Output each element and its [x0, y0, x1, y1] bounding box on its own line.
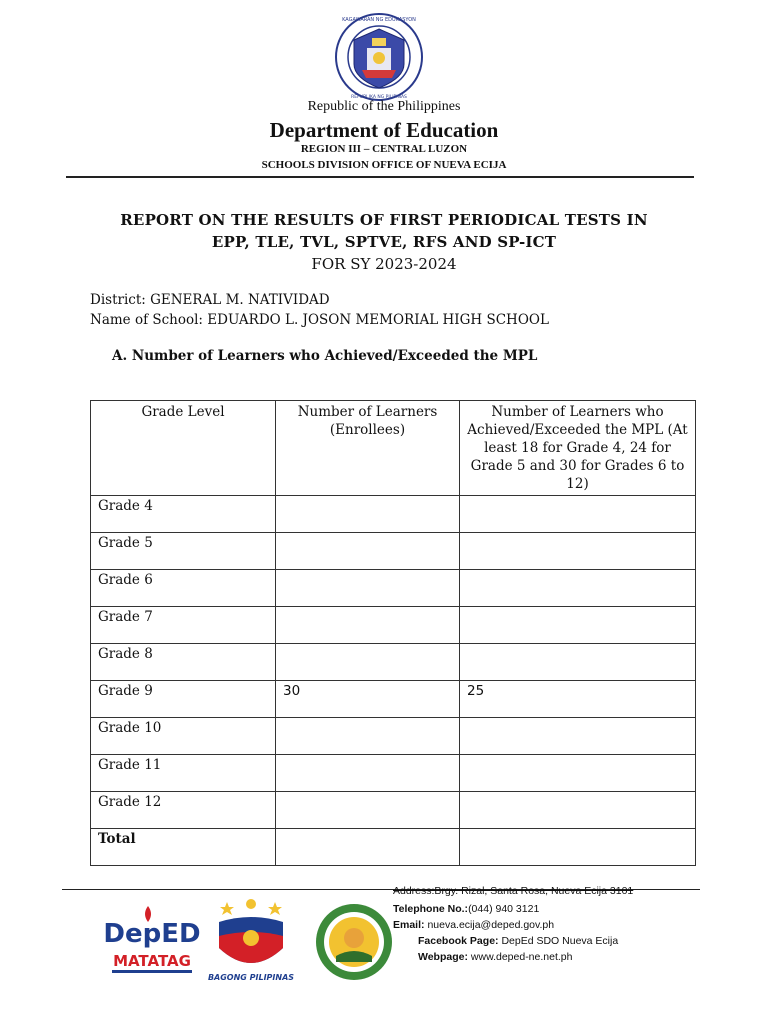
bagong-logo-text: BAGONG PILIPINAS [207, 973, 295, 982]
footer-telephone [393, 903, 539, 915]
grade-cell: Grade 5 [91, 533, 276, 570]
footer-facebook [418, 935, 618, 947]
table-row [91, 644, 696, 681]
report-school-year: FOR SY 2023-2024 [311, 255, 457, 273]
report-title-line1: REPORT ON THE RESULTS OF FIRST PERIODICAL TESTS IN [120, 211, 648, 229]
table-header-row [91, 401, 696, 496]
bagong-pilipinas-logo [205, 892, 297, 984]
district-field: District: GENERAL M. NATIVIDAD [90, 292, 330, 308]
mpl-results-table [90, 400, 696, 866]
seal-bottom-text: REPUBLIKA NG PILIPINAS [351, 95, 407, 100]
sdo-nueva-ecija-seal [314, 902, 394, 982]
enrollees-cell[interactable] [276, 570, 460, 607]
region-text: REGION III – CENTRAL LUZON [300, 143, 468, 155]
email-value[interactable]: nueva.ecija@deped.gov.ph [427, 919, 555, 931]
grade-cell: Grade 11 [91, 755, 276, 792]
table-row [91, 496, 696, 533]
school-name-field: Name of School: EDUARDO L. JOSON MEMORIAL HIGH SCHOOL [90, 312, 549, 328]
achieved-cell[interactable] [460, 644, 696, 681]
footer-webpage [418, 951, 572, 963]
header-divider [66, 176, 694, 178]
table-row [91, 681, 696, 718]
email-label: Email: [393, 919, 425, 931]
webpage-label: Webpage: [418, 951, 468, 963]
telephone-value: (044) 940 3121 [468, 903, 540, 915]
enrollees-cell[interactable] [276, 533, 460, 570]
department-title: Department of Education [269, 118, 499, 142]
grade-cell: Grade 6 [91, 570, 276, 607]
achieved-cell[interactable] [460, 755, 696, 792]
webpage-value[interactable]: www.deped-ne.net.ph [470, 951, 573, 963]
grade-cell: Grade 9 [91, 681, 276, 718]
grade-cell: Grade 7 [91, 607, 276, 644]
table-row [91, 718, 696, 755]
enrollees-cell[interactable] [276, 755, 460, 792]
total-label-cell: Total [91, 829, 276, 866]
deped-logo-text: DepED [103, 919, 201, 949]
seal-top-text: KAGAWARAN NG EDUKASYON [342, 17, 416, 23]
total-enrollees-cell[interactable] [276, 829, 460, 866]
table-row [91, 792, 696, 829]
telephone-label: Telephone No.: [393, 903, 469, 915]
footer-email [393, 919, 554, 931]
total-achieved-cell[interactable] [460, 829, 696, 866]
table-row [91, 607, 696, 644]
achieved-cell[interactable] [460, 718, 696, 755]
enrollees-cell[interactable] [276, 718, 460, 755]
achieved-cell[interactable] [460, 792, 696, 829]
header-achieved: Number of Learners who Achieved/Exceeded the MPL (At least 18 for Grade 4, 24 for Grade 5 and 30 for Grades 6 to 12) [460, 401, 696, 496]
enrollees-cell[interactable]: 30 [276, 681, 460, 718]
achieved-cell[interactable] [460, 496, 696, 533]
enrollees-cell[interactable] [276, 792, 460, 829]
facebook-label: Facebook Page: [418, 935, 499, 947]
section-a-heading: A. Number of Learners who Achieved/Exceeded the MPL [112, 348, 538, 364]
table-row [91, 570, 696, 607]
achieved-cell[interactable] [460, 570, 696, 607]
table-row [91, 755, 696, 792]
grade-cell: Grade 12 [91, 792, 276, 829]
footer-address: Address:Brgy. Rizal, Santa Rosa, Nueva Ecija 3101 [393, 885, 634, 897]
table-row [91, 533, 696, 570]
achieved-cell[interactable] [460, 607, 696, 644]
report-title-line2: EPP, TLE, TVL, SPTVE, RFS AND SP-ICT [211, 233, 557, 251]
grade-cell: Grade 10 [91, 718, 276, 755]
header-enrollees: Number of Learners (Enrollees) [276, 401, 460, 496]
division-text: SCHOOLS DIVISION OFFICE OF NUEVA ECIJA [261, 159, 507, 171]
enrollees-cell[interactable] [276, 496, 460, 533]
deped-seal-logo [334, 12, 424, 102]
facebook-value[interactable]: DepEd SDO Nueva Ecija [501, 935, 619, 947]
grade-cell: Grade 4 [91, 496, 276, 533]
deped-matatag-logo [102, 902, 202, 982]
matatag-logo-text: MATATAG [113, 952, 191, 970]
achieved-cell[interactable]: 25 [460, 681, 696, 718]
enrollees-cell[interactable] [276, 607, 460, 644]
header-grade-level: Grade Level [91, 401, 276, 496]
republic-text: Republic of the Philippines [307, 99, 461, 114]
grade-cell: Grade 8 [91, 644, 276, 681]
enrollees-cell[interactable] [276, 644, 460, 681]
achieved-cell[interactable] [460, 533, 696, 570]
table-row-total [91, 829, 696, 866]
